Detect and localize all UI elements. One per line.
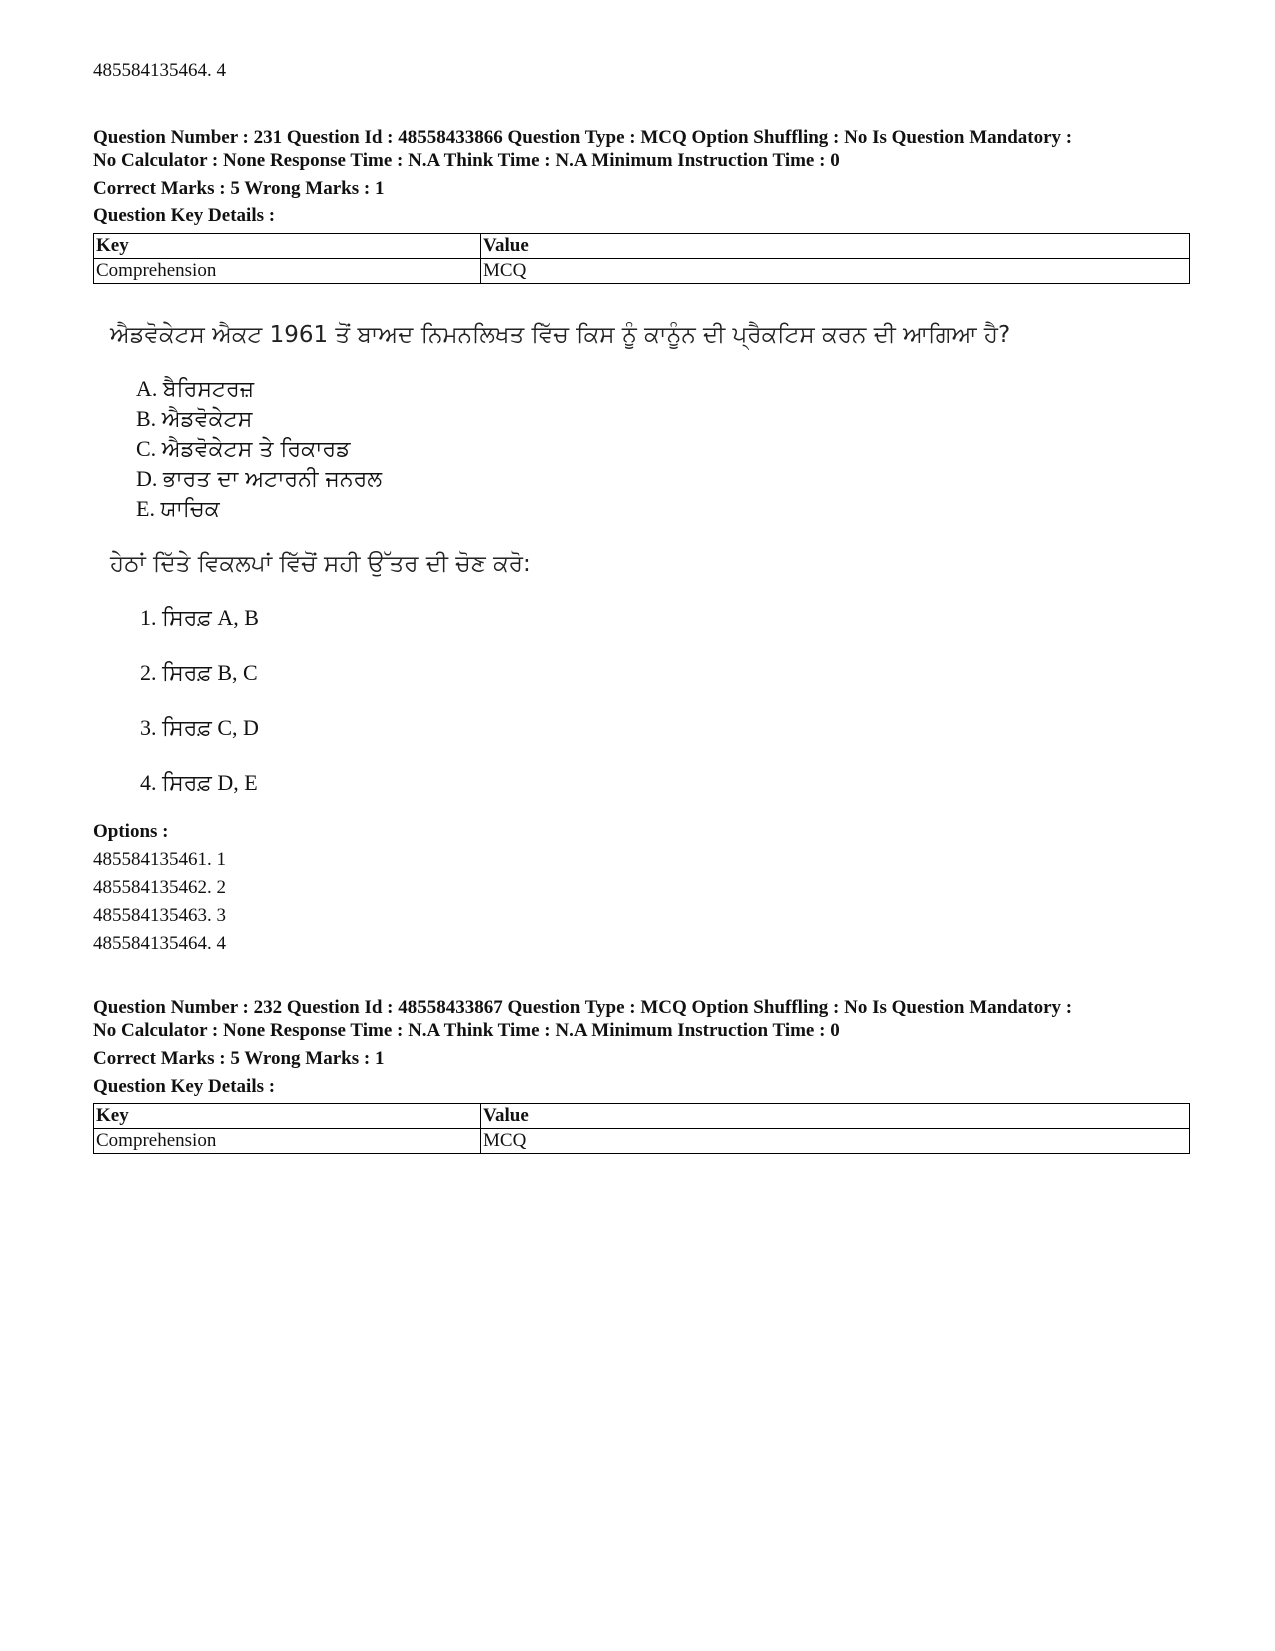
- value-cell: MCQ: [481, 1129, 1190, 1154]
- choice-2: [140, 660, 258, 686]
- q231-key-details-label: Question Key Details :: [93, 205, 276, 226]
- table-row: [94, 1129, 1190, 1154]
- choice-letters: C, D: [217, 715, 259, 740]
- statement-d: [136, 466, 382, 492]
- choice-4: [140, 770, 258, 796]
- statement-text: ਬੈਰਿਸਟਰਜ਼: [162, 377, 255, 402]
- statement-text: ਯਾਚਿਕ: [160, 497, 220, 522]
- option-line: 485584135462. 2: [93, 877, 226, 898]
- option-line: 485584135463. 3: [93, 905, 226, 926]
- statement-b: [136, 406, 252, 432]
- value-header: Value: [481, 1104, 1190, 1129]
- option-line: 485584135464. 4: [93, 933, 226, 954]
- statement-text: ਐਡਵੋਕੇਟਸ: [161, 407, 253, 432]
- q232-marks: Correct Marks : 5 Wrong Marks : 1: [93, 1048, 385, 1069]
- q231-question-text: ਐਡਵੋਕੇਟਸ ਐਕਟ 1961 ਤੋਂ ਬਾਅਦ ਨਿਮਨਲਿਖਤ ਵਿੱਚ ਕਿਸ ਨੂੰ ਕਾਨੂੰਨ ਦੀ ਪ੍ਰੈਕਟਿਸ ਕਰਨ ਦੀ ਆਗਿਆ ਹੈ?: [110, 322, 1011, 348]
- choice-letters: A, B: [217, 605, 259, 630]
- table-row: [94, 259, 1190, 284]
- table-header-row: [94, 234, 1190, 259]
- statement-c: [136, 436, 350, 462]
- statement-label: B.: [136, 406, 157, 431]
- q232-header-line1: Question Number : 232 Question Id : 48558433867 Question Type : MCQ Option Shuffling : No Is Question Mandatory :: [93, 997, 1073, 1018]
- previous-option-line: 485584135464. 4: [93, 60, 226, 81]
- choice-3: [140, 715, 259, 741]
- choice-number: 2.: [140, 660, 157, 685]
- statement-e: [136, 496, 220, 522]
- statement-label: D.: [136, 466, 158, 491]
- choice-letters: D, E: [217, 770, 258, 795]
- choice-number: 4.: [140, 770, 157, 795]
- choice-1: [140, 605, 259, 631]
- q232-header-line2: No Calculator : None Response Time : N.A Think Time : N.A Minimum Instruction Time : 0: [93, 1020, 840, 1041]
- value-cell: MCQ: [481, 259, 1190, 284]
- q231-key-table: [93, 233, 1190, 284]
- key-cell: Comprehension: [94, 1129, 481, 1154]
- table-header-row: [94, 1104, 1190, 1129]
- choice-number: 3.: [140, 715, 157, 740]
- statement-text: ਭਾਰਤ ਦਾ ਅਟਾਰਨੀ ਜਨਰਲ: [162, 467, 383, 492]
- statement-label: A.: [136, 376, 158, 401]
- key-header: Key: [94, 234, 481, 259]
- choice-word: ਸਿਰਫ਼: [162, 771, 212, 796]
- q232-key-table: [93, 1103, 1190, 1154]
- option-line: 485584135461. 1: [93, 849, 226, 870]
- options-label: Options :: [93, 821, 169, 842]
- statement-text: ਐਡਵੋਕੇਟਸ ਤੇ ਰਿਕਾਰਡ: [161, 437, 351, 462]
- key-cell: Comprehension: [94, 259, 481, 284]
- q232-key-details-label: Question Key Details :: [93, 1076, 276, 1097]
- key-header: Key: [94, 1104, 481, 1129]
- q231-header-line2: No Calculator : None Response Time : N.A Think Time : N.A Minimum Instruction Time : 0: [93, 150, 840, 171]
- statement-label: E.: [136, 496, 155, 521]
- q231-marks: Correct Marks : 5 Wrong Marks : 1: [93, 178, 385, 199]
- q231-instruction: ਹੇਠਾਂ ਦਿੱਤੇ ਵਿਕਲਪਾਂ ਵਿੱਚੋਂ ਸਹੀ ਉੱਤਰ ਦੀ ਚੋਣ ਕਰੋ:: [110, 551, 531, 577]
- choice-letters: B, C: [217, 660, 258, 685]
- value-header: Value: [481, 234, 1190, 259]
- choice-word: ਸਿਰਫ਼: [162, 661, 212, 686]
- statement-a: [136, 376, 254, 402]
- statement-label: C.: [136, 436, 157, 461]
- choice-word: ਸਿਰਫ਼: [162, 606, 212, 631]
- choice-word: ਸਿਰਫ਼: [162, 716, 212, 741]
- choice-number: 1.: [140, 605, 157, 630]
- q231-header-line1: Question Number : 231 Question Id : 48558433866 Question Type : MCQ Option Shuffling : No Is Question Mandatory :: [93, 127, 1073, 148]
